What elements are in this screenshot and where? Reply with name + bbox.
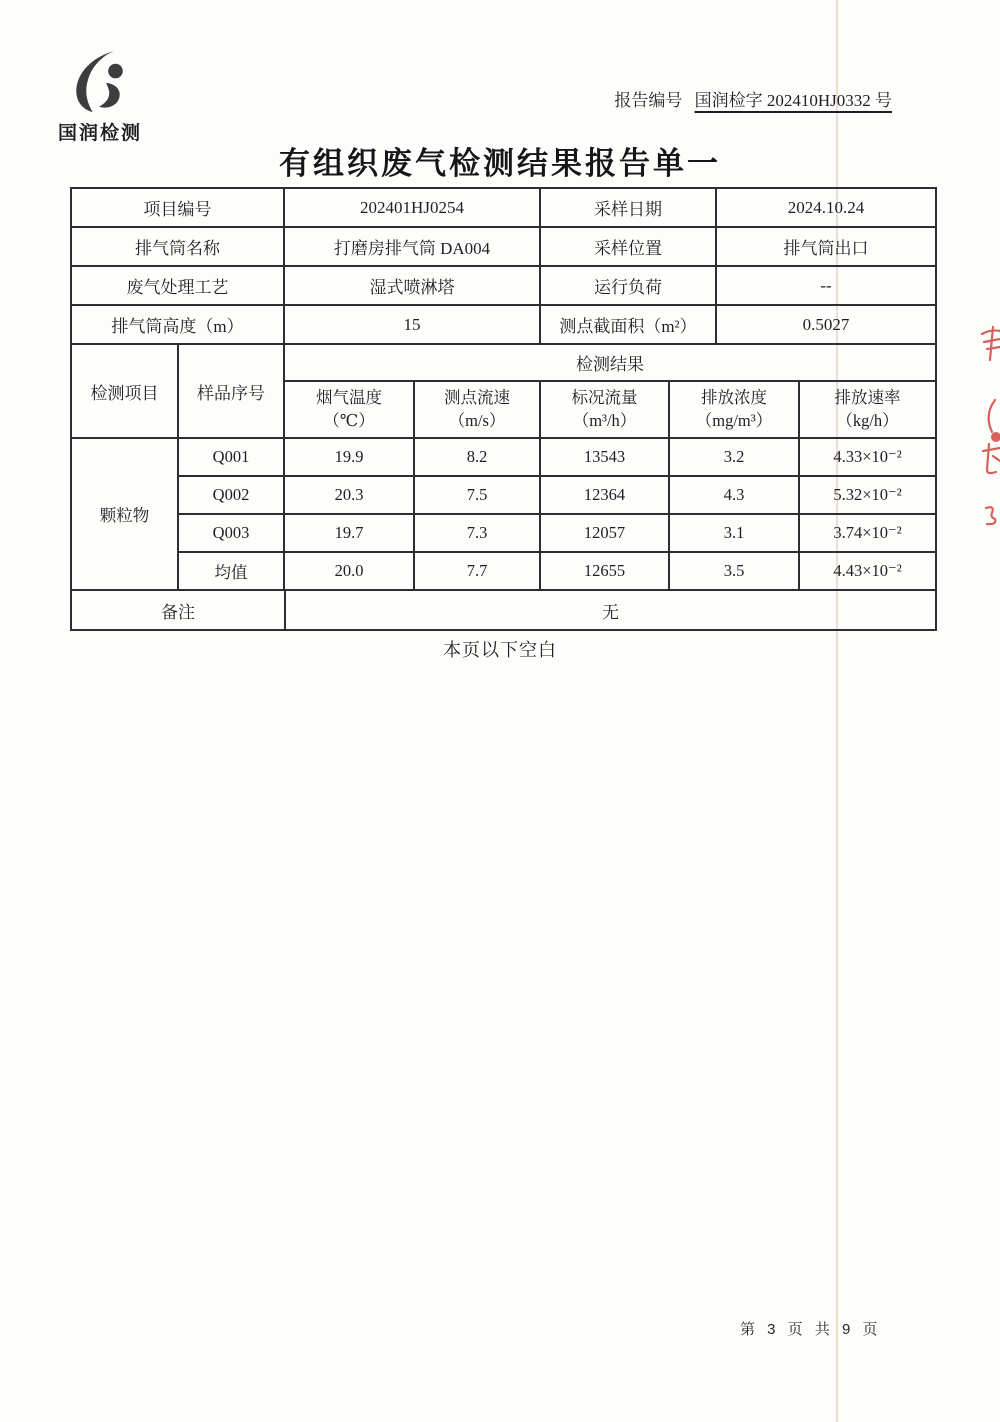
conc-cell: 3.1 — [669, 514, 799, 552]
report-number — [614, 86, 892, 111]
col-header-line: 测点流速 — [444, 388, 510, 408]
info-label: 采样日期 — [540, 188, 716, 227]
info-row — [71, 188, 936, 227]
sample-header-cell: 样品序号 — [178, 344, 284, 438]
col-header-conc — [669, 381, 799, 438]
info-row — [71, 305, 936, 344]
conc-cell: 3.2 — [669, 438, 799, 476]
sample-cell: Q002 — [178, 476, 284, 514]
flow-cell: 13543 — [540, 438, 669, 476]
table-row — [71, 438, 936, 476]
result-table — [70, 343, 937, 591]
conc-cell: 4.3 — [669, 476, 799, 514]
info-value: 0.5027 — [716, 305, 936, 344]
report-number-value: 国润检字 202410HJ0332 号 — [694, 91, 892, 110]
info-value: 打磨房排气筒 DA004 — [284, 227, 540, 266]
table-row — [71, 552, 936, 590]
speed-cell: 7.5 — [414, 476, 540, 514]
info-row — [71, 266, 936, 305]
col-header-speed — [414, 381, 540, 438]
info-value: 湿式喷淋塔 — [284, 266, 540, 305]
info-label: 排气筒高度（m） — [71, 305, 284, 344]
temp-cell: 19.7 — [284, 514, 414, 552]
red-stamp-fragments-icon — [978, 318, 1000, 538]
col-header-line: 排放速率 — [834, 388, 901, 408]
remark-row — [71, 590, 936, 630]
rate-cell: 4.33×10⁻² — [799, 438, 936, 476]
remark-value: 无 — [285, 590, 936, 630]
info-value: 排气筒出口 — [716, 227, 936, 266]
info-label: 排气筒名称 — [71, 227, 284, 266]
page-footer: 第 3 页 共 9 页 — [740, 1321, 882, 1338]
flow-cell: 12057 — [540, 514, 669, 552]
info-label: 采样位置 — [540, 227, 716, 266]
below-blank-note: 本页以下空白 — [443, 640, 557, 660]
info-table — [70, 187, 937, 345]
temp-cell: 20.3 — [284, 476, 414, 514]
rate-cell: 4.43×10⁻² — [799, 552, 936, 590]
info-label: 项目编号 — [71, 188, 284, 227]
col-header-line: 标况流量 — [571, 388, 638, 408]
item-header-cell: 检测项目 — [71, 344, 178, 438]
table-row — [71, 476, 936, 514]
speed-cell: 8.2 — [414, 438, 540, 476]
speed-cell: 7.3 — [414, 514, 540, 552]
remark-table — [70, 589, 937, 631]
logo-text: 国润检测 — [57, 123, 142, 144]
result-header-row — [71, 344, 936, 381]
table-row — [71, 514, 936, 552]
flow-cell: 12655 — [540, 552, 669, 590]
col-header-temp — [284, 381, 414, 438]
info-value: 15 — [284, 305, 540, 344]
col-header-unit: （mg/m³） — [695, 410, 773, 430]
rate-cell: 3.74×10⁻² — [799, 514, 936, 552]
report-number-label: 报告编号 — [614, 91, 683, 110]
col-header-unit: （kg/h） — [836, 410, 899, 430]
info-value: 202401HJ0254 — [284, 188, 540, 227]
sample-cell: Q003 — [178, 514, 284, 552]
sample-cell: 均值 — [178, 552, 284, 590]
info-label: 废气处理工艺 — [71, 266, 284, 305]
info-value: -- — [716, 266, 936, 305]
info-value: 2024.10.24 — [716, 188, 936, 227]
report-tables — [70, 187, 935, 631]
speed-cell: 7.7 — [414, 552, 540, 590]
sample-cell: Q001 — [178, 438, 284, 476]
item-name-cell: 颗粒物 — [71, 438, 178, 590]
info-row — [71, 227, 936, 266]
col-header-flow — [540, 381, 669, 438]
col-header-unit: （m/s） — [448, 410, 506, 430]
temp-cell: 20.0 — [284, 552, 414, 590]
info-label: 运行负荷 — [540, 266, 716, 305]
rate-cell: 5.32×10⁻² — [799, 476, 936, 514]
conc-cell: 3.5 — [669, 552, 799, 590]
flow-cell: 12364 — [540, 476, 669, 514]
col-header-rate — [799, 381, 936, 438]
col-header-line: 排放浓度 — [701, 388, 767, 408]
result-band-cell: 检测结果 — [284, 344, 936, 381]
temp-cell: 19.9 — [284, 438, 414, 476]
col-header-line: 烟气温度 — [316, 388, 382, 408]
page-title: 有组织废气检测结果报告单一 — [279, 146, 721, 181]
info-label: 测点截面积（m²） — [540, 305, 716, 344]
logo-mark-icon — [59, 48, 141, 116]
col-header-unit: （m³/h） — [572, 410, 637, 430]
col-header-unit: （℃） — [323, 410, 375, 430]
remark-label: 备注 — [71, 590, 285, 630]
company-logo — [50, 48, 150, 145]
